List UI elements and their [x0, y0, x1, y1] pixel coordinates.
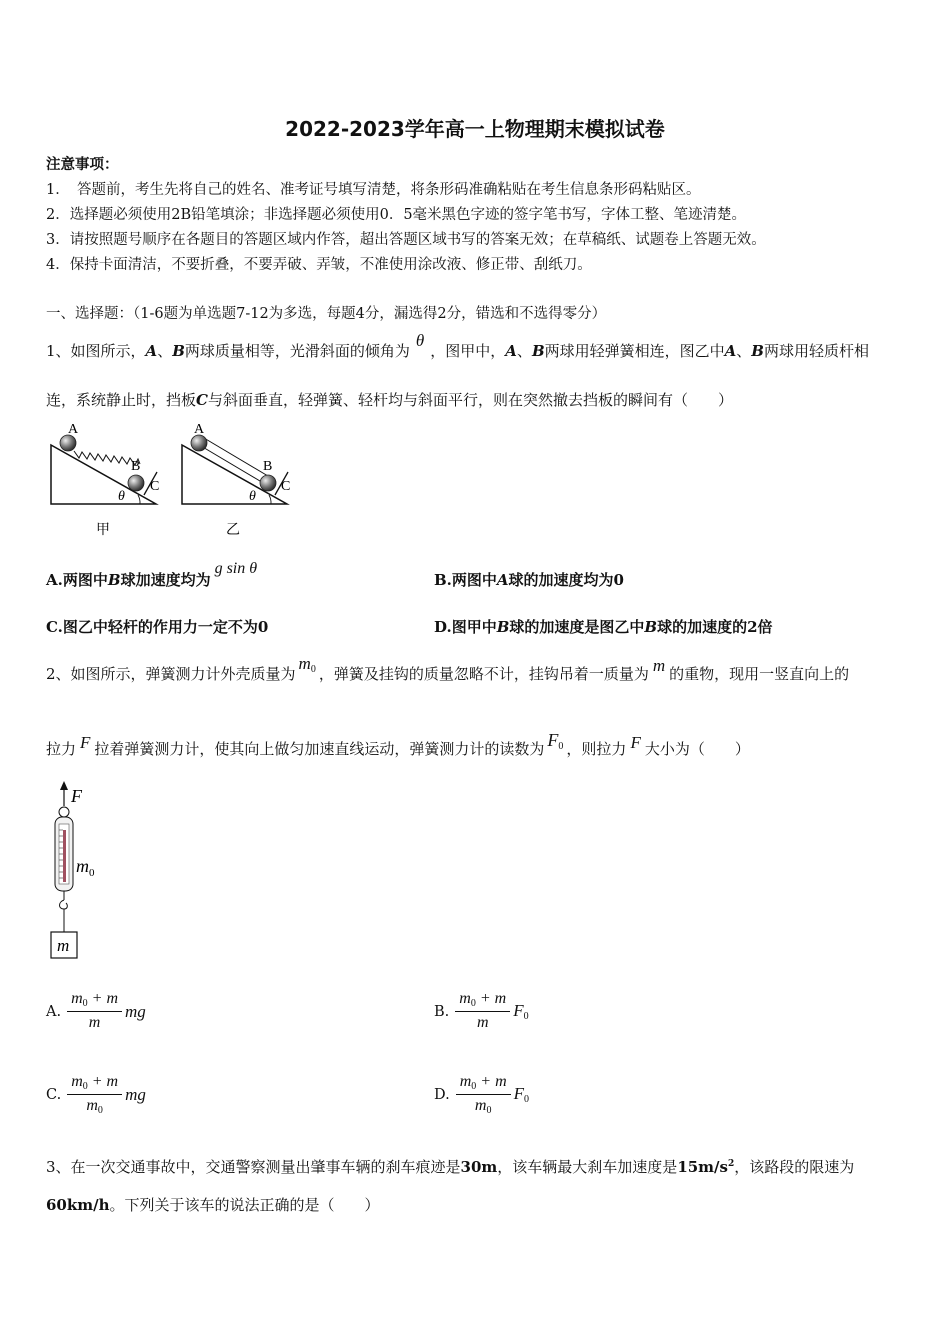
notice-item-3: 3．请按照题号顺序在各题目的答题区域内作答，超出答题区域书写的答案无效；在草稿纸、试题卷上答题无效。	[46, 232, 766, 248]
option-ball: A	[496, 571, 509, 589]
hook	[60, 891, 68, 909]
option-text: 球加速度均为	[120, 571, 211, 589]
label-theta-jia: θ	[118, 489, 125, 504]
q2-F: F	[80, 733, 91, 752]
option-ball: B	[644, 618, 658, 636]
den-m: m	[88, 1014, 101, 1031]
num-m: m	[71, 1073, 83, 1090]
q1-ball-b: B	[172, 342, 185, 360]
q2-F: F	[630, 733, 641, 752]
fraction	[456, 1073, 511, 1116]
num-m: m	[71, 990, 83, 1007]
rod-edge-top	[204, 438, 268, 476]
den-sub: 0	[486, 1105, 492, 1116]
caption-jia: 甲	[96, 523, 110, 538]
q2-text: 2、如图所示，弹簧测力计外壳质量为	[46, 665, 296, 683]
tail-sub: 0	[524, 1094, 530, 1105]
fraction	[67, 990, 122, 1033]
page-title: 2022-2023学年高一上物理期末模拟试卷	[285, 117, 665, 141]
den-sub: 0	[97, 1105, 103, 1116]
q1-sep: 、	[516, 342, 532, 360]
q2-text: 的重物，现用一竖直向上的	[669, 665, 850, 683]
option-label: D.	[434, 1086, 450, 1103]
den-m: m	[86, 1097, 98, 1114]
q2-option-a[interactable]	[46, 990, 146, 1033]
F0-symbol: F	[547, 730, 559, 750]
q1-option-d[interactable]	[434, 616, 773, 637]
q1-text: 两球用轻质杆相	[763, 342, 869, 360]
tail-mg: mg	[125, 1084, 146, 1104]
ball-a-yi	[191, 435, 207, 451]
q2-text: 拉力	[46, 740, 77, 758]
num-m: m	[459, 1073, 472, 1090]
num-sub: 0	[82, 1081, 88, 1092]
option-ball: B	[496, 618, 510, 636]
option-label: B.	[434, 1003, 450, 1020]
q1-sep: 、	[157, 342, 173, 360]
m0-subscript: 0	[310, 664, 316, 675]
m0-sub: 0	[89, 867, 95, 879]
num-rest: + m	[476, 1073, 507, 1090]
figure-jia	[51, 422, 159, 538]
q1-ball-b: B	[531, 342, 545, 360]
tail-mg: mg	[125, 1001, 146, 1021]
q1-ball-b: B	[751, 342, 764, 360]
section-heading: 一、选择题：（1-6题为单选题7-12为多选，每题4分，漏选得2分，错选和不选得零分）	[46, 306, 607, 322]
q1-text: 连，系统静止时，挡板	[46, 391, 197, 409]
q3-text: ，该车辆最大刹车加速度是	[497, 1158, 678, 1176]
q1-sep: 、	[736, 342, 752, 360]
q2-m: m	[652, 656, 666, 675]
acc-value: 15m/s	[677, 1158, 728, 1176]
label-b-jia: B	[131, 459, 141, 474]
tail-F: F	[513, 1084, 525, 1103]
q3-text: 3、在一次交通事故中，交通警察测量出肇事车辆的刹车痕迹是	[46, 1158, 461, 1176]
q1-theta: θ	[415, 331, 425, 350]
q3-stem-line2	[46, 1194, 380, 1215]
tail-sub: 0	[523, 1011, 529, 1022]
ball-b-jia	[128, 475, 144, 491]
q2-text: 大小为（ ）	[644, 740, 750, 758]
num-rest: + m	[475, 990, 507, 1007]
q1-stem-line2	[46, 389, 733, 410]
q1-ball-a: A	[145, 342, 158, 360]
fraction	[67, 1073, 122, 1116]
angle-arc-yi	[269, 495, 271, 504]
num-m: m	[459, 990, 471, 1007]
label-F: F	[71, 786, 82, 806]
q2-F0	[547, 730, 563, 750]
option-text: D.图甲中	[434, 618, 497, 636]
ball-a-jia	[60, 435, 76, 451]
label-m: m	[57, 936, 70, 955]
m0-text: m	[76, 856, 89, 876]
option-text: 球的加速度是图乙中	[509, 618, 645, 636]
figure-yi	[182, 422, 290, 538]
option-text: 球的加速度的2倍	[657, 618, 773, 636]
label-theta-yi: θ	[249, 489, 256, 504]
den-m: m	[474, 1097, 487, 1114]
caption-yi: 乙	[226, 523, 240, 538]
rod-edge-bottom	[201, 446, 265, 484]
balance-indicator	[63, 830, 66, 882]
fraction	[455, 990, 510, 1033]
F0-subscript: 0	[558, 741, 564, 752]
q1-ball-a: A	[724, 342, 737, 360]
q2-option-c[interactable]	[46, 1073, 146, 1116]
label-c-yi: C	[281, 479, 291, 494]
tail-F0	[513, 1001, 528, 1020]
num-sub: 0	[82, 998, 88, 1009]
top-ring	[59, 807, 69, 817]
q2-stem-line1	[46, 654, 850, 685]
q1-text: 与斜面垂直，轻弹簧、轻杆均与斜面平行，则在突然撤去挡板的瞬间有（ ）	[207, 391, 733, 409]
q1-option-a[interactable]	[46, 560, 258, 590]
num-rest: + m	[87, 1073, 119, 1090]
notice-item-1: 1． 答题前，考生先将自己的姓名、准考证号填写清楚，将条形码准确粘贴在考生信息条形码粘贴区。	[46, 182, 701, 198]
m0-symbol: m	[298, 654, 311, 673]
q1-stem-line1	[46, 331, 869, 361]
q1-ball-a: A	[505, 342, 517, 360]
incline-jia	[51, 445, 156, 504]
q1-figure	[44, 418, 304, 544]
q1-text: 两球质量相等，光滑斜面的倾角为	[184, 342, 410, 360]
arrow-head	[60, 781, 68, 790]
q3-distance: 30m	[460, 1158, 498, 1176]
label-c-jia: C	[150, 479, 160, 494]
q3-stem-line1	[46, 1156, 854, 1177]
q3-text: ，该路段的限速为	[734, 1158, 855, 1176]
q2-m0	[299, 654, 316, 673]
q2-option-b[interactable]	[434, 990, 529, 1033]
option-text: 球的加速度均为0	[508, 571, 624, 589]
label-a-jia: A	[68, 422, 79, 437]
q1-text: 两球用轻弹簧相连，图乙中	[544, 342, 725, 360]
num-sub: 0	[471, 1081, 477, 1092]
num-sub: 0	[470, 998, 476, 1009]
acc-exponent: 2	[727, 1159, 735, 1169]
num-rest: + m	[87, 990, 119, 1007]
option-ball: B	[107, 571, 121, 589]
q1-text: ，图甲中，	[430, 342, 506, 360]
notice-item-2: 2．选择题必须使用2B铅笔填涂；非选择题必须使用0．5毫米黑色字迹的签字笔书写，字体工整、笔迹清楚。	[46, 207, 747, 223]
q1-option-c[interactable]: C.图乙中轻杆的作用力一定不为0	[46, 618, 269, 636]
option-text: A.两图中	[46, 571, 108, 589]
den-m: m	[476, 1014, 489, 1031]
option-label: C.	[46, 1086, 62, 1103]
label-b-yi: B	[263, 459, 273, 474]
q1-option-b[interactable]	[434, 569, 624, 590]
q3-speed-limit: 60km/h	[46, 1196, 110, 1214]
q2-text: ，则拉力	[566, 740, 627, 758]
q3-acceleration	[677, 1158, 734, 1176]
label-a-yi: A	[194, 422, 205, 437]
q1-text: 1、如图所示，	[46, 342, 146, 360]
label-m0	[76, 856, 95, 879]
option-text: B.两图中	[434, 571, 497, 589]
q2-option-d[interactable]	[434, 1073, 529, 1116]
q2-text: ，弹簧及挂钩的质量忽略不计，挂钩吊着一质量为	[318, 665, 649, 683]
q2-text: 拉着弹簧测力计，使其向上做匀加速直线运动，弹簧测力计的读数为	[94, 740, 545, 758]
q2-stem-line2	[46, 730, 750, 760]
option-label: A.	[46, 1003, 62, 1020]
angle-arc-jia	[138, 495, 140, 504]
q1-board-c: C	[196, 391, 208, 409]
g-sin-theta: g sin θ	[214, 560, 258, 577]
notice-item-4: 4．保持卡面清洁，不要折叠，不要弄破、弄皱，不准使用涂改液、修正带、刮纸刀。	[46, 257, 592, 273]
q2-figure	[44, 780, 114, 966]
incline-yi	[182, 445, 287, 504]
tail-F0	[514, 1084, 529, 1103]
q3-text: 。下列关于该车的说法正确的是（ ）	[109, 1196, 380, 1214]
notice-heading: 注意事项：	[46, 156, 119, 173]
tail-F: F	[513, 1001, 524, 1020]
ball-b-yi	[260, 475, 276, 491]
